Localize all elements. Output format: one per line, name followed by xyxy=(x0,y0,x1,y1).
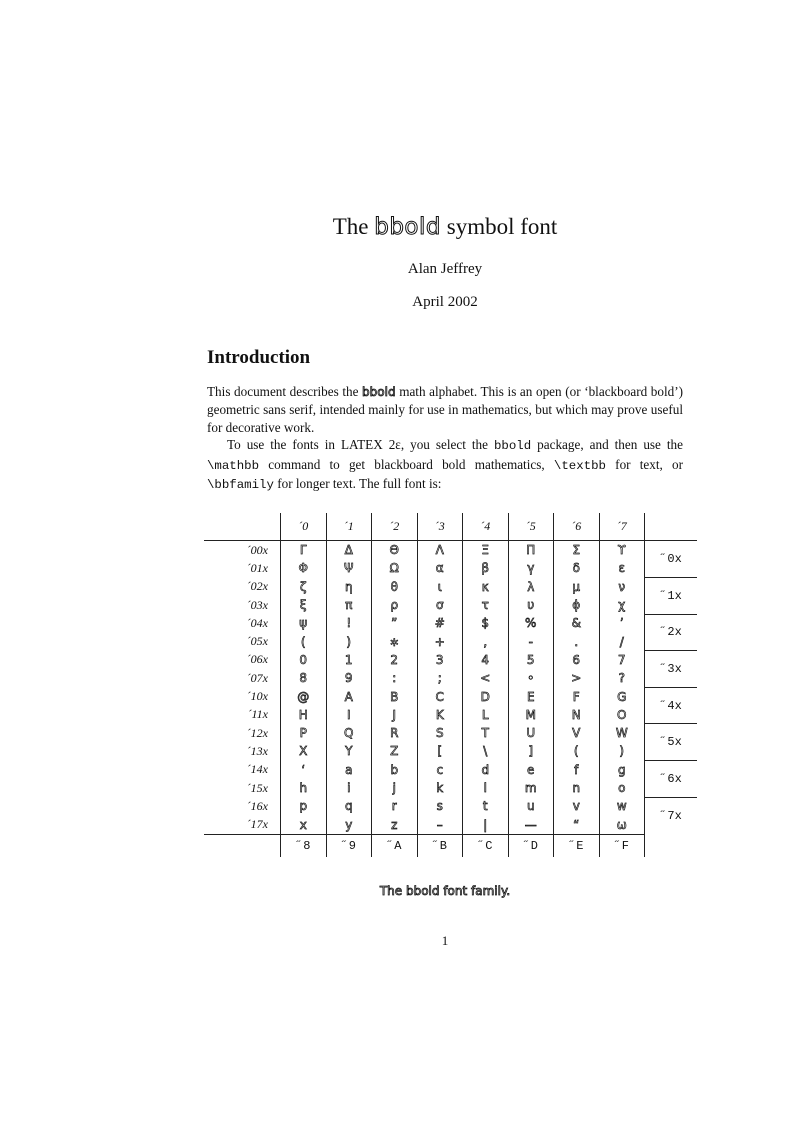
glyph-cell: θ xyxy=(372,578,418,596)
group-label: ˝3x xyxy=(645,651,698,688)
glyph-cell: o xyxy=(599,779,645,797)
row-label: ´04x xyxy=(246,615,268,630)
glyph-cell: % xyxy=(508,614,554,632)
column-footer: ˝C xyxy=(463,834,509,857)
glyph-cell: < xyxy=(463,669,509,687)
glyph-cell: ϒ xyxy=(599,541,645,560)
body-text xyxy=(207,383,683,494)
p2-text-a: To use the fonts in xyxy=(227,437,335,453)
title-suffix: symbol font xyxy=(446,214,558,239)
glyph-cell: τ xyxy=(463,596,509,614)
bbfamily-command: \bbfamily xyxy=(207,478,274,493)
glyph-cell: 0 xyxy=(281,651,327,669)
glyph-cell: 9 xyxy=(326,669,372,687)
glyph-cell: i xyxy=(326,779,372,797)
row-label: ´13x xyxy=(246,743,268,758)
glyph-cell: / xyxy=(599,632,645,650)
glyph-cell: ) xyxy=(326,632,372,650)
glyph-cell: ) xyxy=(599,742,645,760)
glyph-cell: K xyxy=(417,706,463,724)
glyph-cell: “ xyxy=(554,815,600,834)
paragraph-2 xyxy=(207,436,683,494)
glyph-cell: j xyxy=(372,779,418,797)
row-label: ´10x xyxy=(246,689,268,704)
table-row xyxy=(204,596,697,614)
glyph-cell: : xyxy=(372,669,418,687)
title-bbold-word: bbold xyxy=(374,214,441,240)
table-row xyxy=(204,632,697,650)
table-caption: The bbold font family. xyxy=(379,884,511,898)
p1-text-a: This document describes the xyxy=(207,384,359,399)
glyph-cell: q xyxy=(326,797,372,815)
glyph-cell: ξ xyxy=(281,596,327,614)
glyph-cell: @ xyxy=(281,687,327,705)
glyph-cell: . xyxy=(554,632,600,650)
glyph-cell: ] xyxy=(508,742,554,760)
group-label: ˝2x xyxy=(645,614,698,651)
glyph-cell: ρ xyxy=(372,596,418,614)
glyph-cell: Z xyxy=(372,742,418,760)
table-row xyxy=(204,578,697,596)
row-label: ´07x xyxy=(246,670,268,685)
column-footer: ˝8 xyxy=(281,834,327,857)
glyph-cell: A xyxy=(326,687,372,705)
corner-cell xyxy=(645,834,698,857)
font-table xyxy=(204,513,697,857)
glyph-cell: Ψ xyxy=(326,559,372,577)
column-header: ´5 xyxy=(508,513,554,541)
table-row xyxy=(204,614,697,632)
row-label: ´03x xyxy=(246,597,268,612)
table-row xyxy=(204,815,697,834)
p2-text-b: , you select the xyxy=(400,437,488,453)
column-header: ´2 xyxy=(372,513,418,541)
glyph-cell: I xyxy=(326,706,372,724)
row-label: ´11x xyxy=(247,707,268,722)
glyph-cell: V xyxy=(554,724,600,742)
glyph-cell: F xyxy=(554,687,600,705)
glyph-cell: ” xyxy=(372,614,418,632)
glyph-cell: ( xyxy=(554,742,600,760)
table-row xyxy=(204,541,697,560)
glyph-cell: l xyxy=(463,779,509,797)
author: Alan Jeffrey xyxy=(407,261,483,277)
glyph-cell: b xyxy=(372,761,418,779)
glyph-cell: m xyxy=(508,779,554,797)
row-label: ´12x xyxy=(246,725,268,740)
row-label: ´06x xyxy=(246,652,268,667)
glyph-cell: B xyxy=(372,687,418,705)
column-footer: ˝F xyxy=(599,834,645,857)
glyph-cell: 2 xyxy=(372,651,418,669)
glyph-cell: v xyxy=(554,797,600,815)
table-row xyxy=(204,797,697,815)
document-title xyxy=(0,214,800,240)
glyph-cell: ! xyxy=(326,614,372,632)
glyph-cell: – xyxy=(417,815,463,834)
row-label: ´16x xyxy=(246,798,268,813)
corner-cell xyxy=(204,834,281,857)
group-label: ˝5x xyxy=(645,724,698,761)
glyph-cell: ψ xyxy=(281,614,327,632)
glyph-cell: U xyxy=(508,724,554,742)
glyph-cell: Θ xyxy=(372,541,418,560)
latex-logo: LATEX 2ε xyxy=(340,437,401,453)
glyph-cell: Y xyxy=(326,742,372,760)
table-row xyxy=(204,761,697,779)
glyph-cell: J xyxy=(372,706,418,724)
glyph-cell: ‘ xyxy=(281,761,327,779)
group-label: ˝6x xyxy=(645,761,698,798)
glyph-cell: 8 xyxy=(281,669,327,687)
glyph-cell: ω xyxy=(599,815,645,834)
glyph-cell: , xyxy=(463,632,509,650)
column-header: ´6 xyxy=(554,513,600,541)
table-row xyxy=(204,742,697,760)
column-header: ´1 xyxy=(326,513,372,541)
glyph-cell: L xyxy=(463,706,509,724)
glyph-cell: M xyxy=(508,706,554,724)
glyph-cell: H xyxy=(281,706,327,724)
column-footer: ˝D xyxy=(508,834,554,857)
glyph-cell: χ xyxy=(599,596,645,614)
glyph-cell: h xyxy=(281,779,327,797)
glyph-cell: Ξ xyxy=(463,541,509,560)
glyph-cell: t xyxy=(463,797,509,815)
textbb-command: \textbb xyxy=(553,458,606,473)
glyph-cell: δ xyxy=(554,559,600,577)
glyph-cell: ε xyxy=(599,559,645,577)
glyph-cell: W xyxy=(599,724,645,742)
glyph-cell: ν xyxy=(599,578,645,596)
glyph-cell: e xyxy=(508,761,554,779)
glyph-cell: + xyxy=(417,632,463,650)
p2-text-d: command to get blackboard bold mathematics, xyxy=(268,456,545,472)
glyph-cell: ’ xyxy=(599,614,645,632)
glyph-cell: α xyxy=(417,559,463,577)
group-label: ˝0x xyxy=(645,541,698,578)
glyph-cell: ? xyxy=(599,669,645,687)
glyph-cell: ◦ xyxy=(508,669,554,687)
glyph-cell: λ xyxy=(508,578,554,596)
glyph-cell: a xyxy=(326,761,372,779)
row-label: ´02x xyxy=(246,579,268,594)
glyph-cell: g xyxy=(599,761,645,779)
glyph-cell: 1 xyxy=(326,651,372,669)
glyph-cell: w xyxy=(599,797,645,815)
glyph-cell: υ xyxy=(508,596,554,614)
row-label: ´01x xyxy=(246,560,268,575)
glyph-cell: # xyxy=(417,614,463,632)
glyph-cell: Φ xyxy=(281,559,327,577)
glyph-cell: 3 xyxy=(417,651,463,669)
column-header: ´4 xyxy=(463,513,509,541)
glyph-cell: ι xyxy=(417,578,463,596)
column-header: ´0 xyxy=(281,513,327,541)
package-name: bbold xyxy=(493,439,532,454)
glyph-cell: y xyxy=(326,815,372,834)
glyph-cell: ϕ xyxy=(554,596,600,614)
glyph-cell: [ xyxy=(417,742,463,760)
glyph-cell: z xyxy=(372,815,418,834)
p1-bbold-word: bbold xyxy=(362,385,396,399)
glyph-cell: β xyxy=(463,559,509,577)
glyph-cell: N xyxy=(554,706,600,724)
table-row xyxy=(204,559,697,577)
glyph-cell: d xyxy=(463,761,509,779)
glyph-cell: - xyxy=(508,632,554,650)
glyph-cell: X xyxy=(281,742,327,760)
glyph-cell: Π xyxy=(508,541,554,560)
group-label: ˝7x xyxy=(645,797,698,834)
glyph-cell: 7 xyxy=(599,651,645,669)
row-label: ´00x xyxy=(204,541,281,560)
glyph-cell: > xyxy=(554,669,600,687)
table-header-row xyxy=(204,513,697,541)
glyph-cell: π xyxy=(326,596,372,614)
glyph-cell: R xyxy=(372,724,418,742)
row-label: ´17x xyxy=(204,815,281,834)
glyph-cell: Ω xyxy=(372,559,418,577)
table-row xyxy=(204,706,697,724)
corner-cell xyxy=(645,513,698,541)
column-header: ´3 xyxy=(417,513,463,541)
page-number: 1 xyxy=(441,933,449,948)
glyph-cell: f xyxy=(554,761,600,779)
group-label: ˝4x xyxy=(645,687,698,724)
glyph-cell: σ xyxy=(417,596,463,614)
glyph-cell: & xyxy=(554,614,600,632)
glyph-cell: ζ xyxy=(281,578,327,596)
p2-text-c: package, and then use the xyxy=(537,437,684,453)
section-heading: Introduction xyxy=(207,347,311,368)
table-footer-row xyxy=(204,834,697,857)
glyph-cell: 4 xyxy=(463,651,509,669)
table-row xyxy=(204,687,697,705)
mathbb-command: \mathbb xyxy=(207,458,260,473)
glyph-cell: — xyxy=(508,815,554,834)
glyph-cell: S xyxy=(417,724,463,742)
glyph-cell: ; xyxy=(417,669,463,687)
table-row xyxy=(204,651,697,669)
glyph-cell: $ xyxy=(463,614,509,632)
glyph-cell: u xyxy=(508,797,554,815)
glyph-cell: O xyxy=(599,706,645,724)
glyph-cell: ∗ xyxy=(372,632,418,650)
glyph-cell: ( xyxy=(281,632,327,650)
glyph-cell: n xyxy=(554,779,600,797)
glyph-cell: | xyxy=(463,815,509,834)
p2-text-f: for longer text. The full font is: xyxy=(277,476,442,492)
p2-text-e: for text, or xyxy=(615,456,684,472)
date: April 2002 xyxy=(412,294,478,310)
glyph-cell: Γ xyxy=(281,541,327,560)
glyph-cell: c xyxy=(417,761,463,779)
glyph-cell: G xyxy=(599,687,645,705)
row-label: ´15x xyxy=(246,780,268,795)
glyph-cell: μ xyxy=(554,578,600,596)
glyph-cell: p xyxy=(281,797,327,815)
glyph-cell: 5 xyxy=(508,651,554,669)
glyph-cell: D xyxy=(463,687,509,705)
glyph-cell: κ xyxy=(463,578,509,596)
p1-text-b: math alphabet. This is an open (or ‘blackboard bold’) geometric sans serif, intended mainly for use in mathematics, but which may prove useful for decorative work. xyxy=(207,384,684,435)
glyph-cell: Σ xyxy=(554,541,600,560)
paragraph-1 xyxy=(207,383,683,436)
glyph-cell: C xyxy=(417,687,463,705)
group-label: ˝1x xyxy=(645,578,698,615)
corner-cell xyxy=(204,513,281,541)
column-footer: ˝9 xyxy=(326,834,372,857)
column-footer: ˝E xyxy=(554,834,600,857)
glyph-cell: Δ xyxy=(326,541,372,560)
row-label: ´05x xyxy=(246,634,268,649)
glyph-cell: P xyxy=(281,724,327,742)
table-row xyxy=(204,724,697,742)
glyph-cell: Λ xyxy=(417,541,463,560)
glyph-cell: η xyxy=(326,578,372,596)
column-footer: ˝A xyxy=(372,834,418,857)
glyph-cell: r xyxy=(372,797,418,815)
column-footer: ˝B xyxy=(417,834,463,857)
glyph-cell: E xyxy=(508,687,554,705)
glyph-cell: k xyxy=(417,779,463,797)
table-row xyxy=(204,779,697,797)
table-row xyxy=(204,669,697,687)
glyph-cell: \ xyxy=(463,742,509,760)
column-header: ´7 xyxy=(599,513,645,541)
glyph-cell: γ xyxy=(508,559,554,577)
title-prefix: The xyxy=(332,214,369,239)
glyph-cell: Q xyxy=(326,724,372,742)
glyph-cell: s xyxy=(417,797,463,815)
glyph-cell: 6 xyxy=(554,651,600,669)
row-label: ´14x xyxy=(246,762,268,777)
glyph-cell: x xyxy=(281,815,327,834)
glyph-cell: T xyxy=(463,724,509,742)
